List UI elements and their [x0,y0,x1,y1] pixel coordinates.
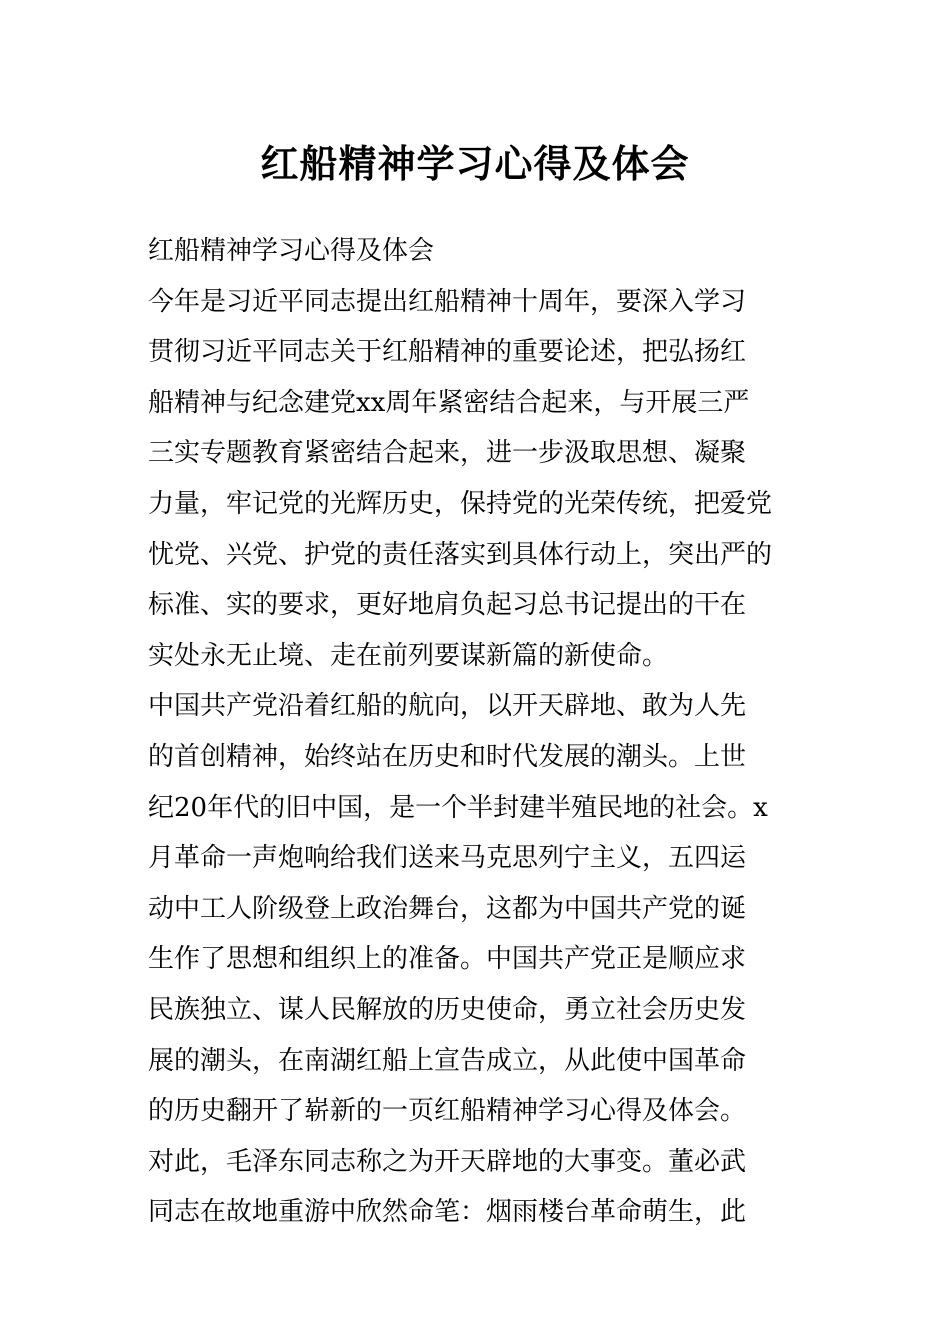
body-line: 民族独立、谋人民解放的历史使命，勇立社会历史发 [148,994,747,1025]
body-line: 船精神与纪念建党xx周年紧密结合起来，与开展三严 [148,387,750,418]
body-line: 同志在故地重游中欣然命笔：烟雨楼台革命萌生，此 [148,1197,747,1228]
body-line: 中国共产党沿着红船的航向，以开天辟地、敢为人先 [148,691,747,722]
body-line: 展的潮头，在南湖红船上宣告成立，从此使中国革命 [148,1045,747,1076]
document-body [148,226,810,1238]
document-title: 红船精神学习心得及体会 [260,141,690,186]
body-line: 动中工人阶级登上政治舞台，这都为中国共产党的诞 [148,893,747,924]
body-line: 的首创精神，始终站在历史和时代发展的潮头。上世 [148,741,747,772]
body-line: 的历史翻开了崭新的一页红船精神学习心得及体会。 [148,1096,747,1127]
body-line: 生作了思想和组织上的准备。中国共产党正是顺应求 [148,944,747,975]
body-line: 对此，毛泽东同志称之为开天辟地的大事变。董必武 [148,1146,747,1177]
body-line: 实处永无止境、走在前列要谋新篇的新使命。 [148,640,669,671]
body-line: 忧党、兴党、护党的责任落实到具体行动上，突出严的 [148,539,773,570]
body-line: 三实专题教育紧密结合起来，进一步汲取思想、凝聚 [148,438,747,469]
body-line: 贯彻习近平同志关于红船精神的重要论述，把弘扬红 [148,337,747,368]
body-line: 红船精神学习心得及体会 [148,236,435,266]
body-line: 月革命一声炮响给我们送来马克思列宁主义，五四运 [148,843,747,874]
body-line: 标准、实的要求，更好地肩负起习总书记提出的干在 [148,590,747,621]
body-line: 今年是习近平同志提出红船精神十周年，要深入学习 [148,286,747,317]
body-line: 纪20年代的旧中国，是一个半封建半殖民地的社会。x [148,792,768,823]
body-line: 力量，牢记党的光辉历史，保持党的光荣传统，把爱党 [148,488,773,519]
